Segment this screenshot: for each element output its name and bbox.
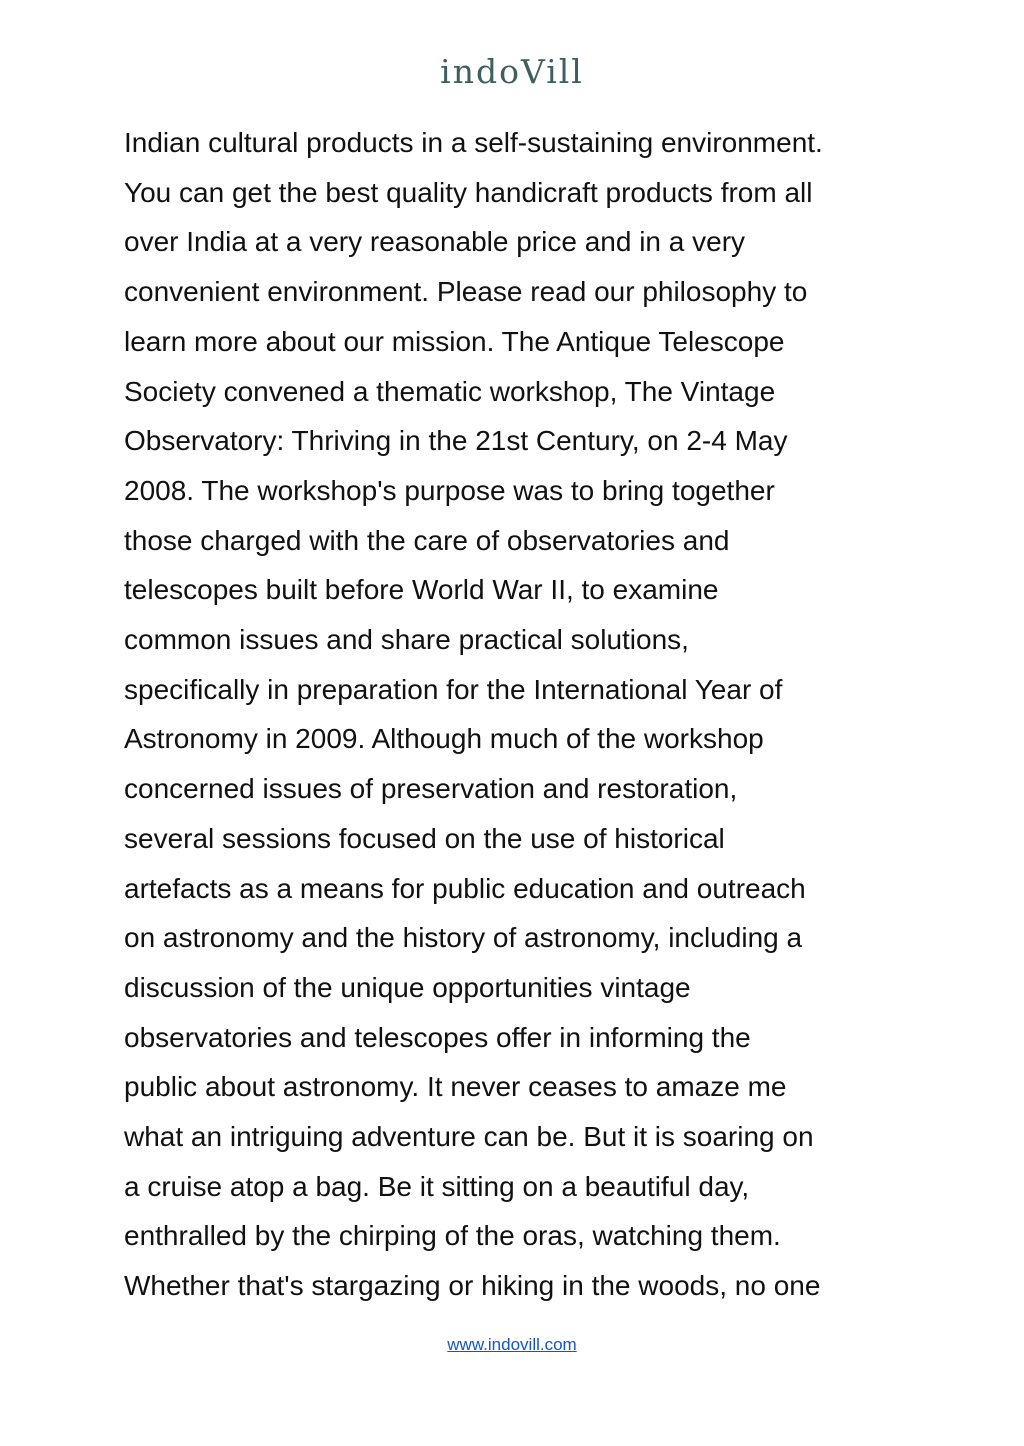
footer	[0, 1335, 1024, 1355]
body-line: over India at a very reasonable price and in a very	[124, 226, 746, 258]
body-line: concerned issues of preservation and restoration,	[124, 773, 738, 805]
body-line: 2008. The workshop's purpose was to bring together	[124, 474, 775, 506]
body-line: several sessions focused on the use of historical	[124, 822, 725, 854]
website-link[interactable]: www.indovill.com	[447, 1335, 577, 1354]
body-line: Society convened a thematic workshop, The Vintage	[124, 375, 776, 407]
body-line: telescopes built before World War II, to examine	[124, 574, 719, 606]
body-line: enthralled by the chirping of the oras, watching them.	[124, 1220, 781, 1252]
body-line: Observatory: Thriving in the 21st Century, on 2-4 May	[124, 425, 788, 457]
body-line: discussion of the unique opportunities vintage	[124, 971, 691, 1003]
body-line: Astronomy in 2009. Although much of the workshop	[124, 723, 764, 755]
body-line: artefacts as a means for public education and outreach	[124, 872, 806, 904]
body-line: common issues and share practical solutions,	[124, 624, 689, 656]
body-line: those charged with the care of observatories and	[124, 524, 730, 556]
body-line: learn more about our mission. The Antique Telescope	[124, 325, 785, 357]
body-line: specifically in preparation for the International Year of	[124, 673, 783, 705]
document-body	[124, 118, 914, 1311]
body-line: Indian cultural products in a self-sustaining environment.	[124, 127, 823, 158]
brand-logo: indoVill	[440, 52, 584, 91]
body-line: a cruise atop a bag. Be it sitting on a beautiful day,	[124, 1170, 750, 1202]
body-line: public about astronomy. It never ceases to amaze me	[124, 1071, 787, 1103]
body-line: on astronomy and the history of astronomy, including a	[124, 922, 803, 954]
body-line: convenient environment. Please read our philosophy to	[124, 276, 808, 308]
body-line: Whether that's stargazing or hiking in the woods, no one	[124, 1270, 821, 1302]
body-line: what an intriguing adventure can be. But it is soaring on	[124, 1121, 814, 1153]
body-line: observatories and telescopes offer in informing the	[124, 1021, 751, 1053]
body-line: You can get the best quality handicraft products from all	[124, 176, 813, 208]
